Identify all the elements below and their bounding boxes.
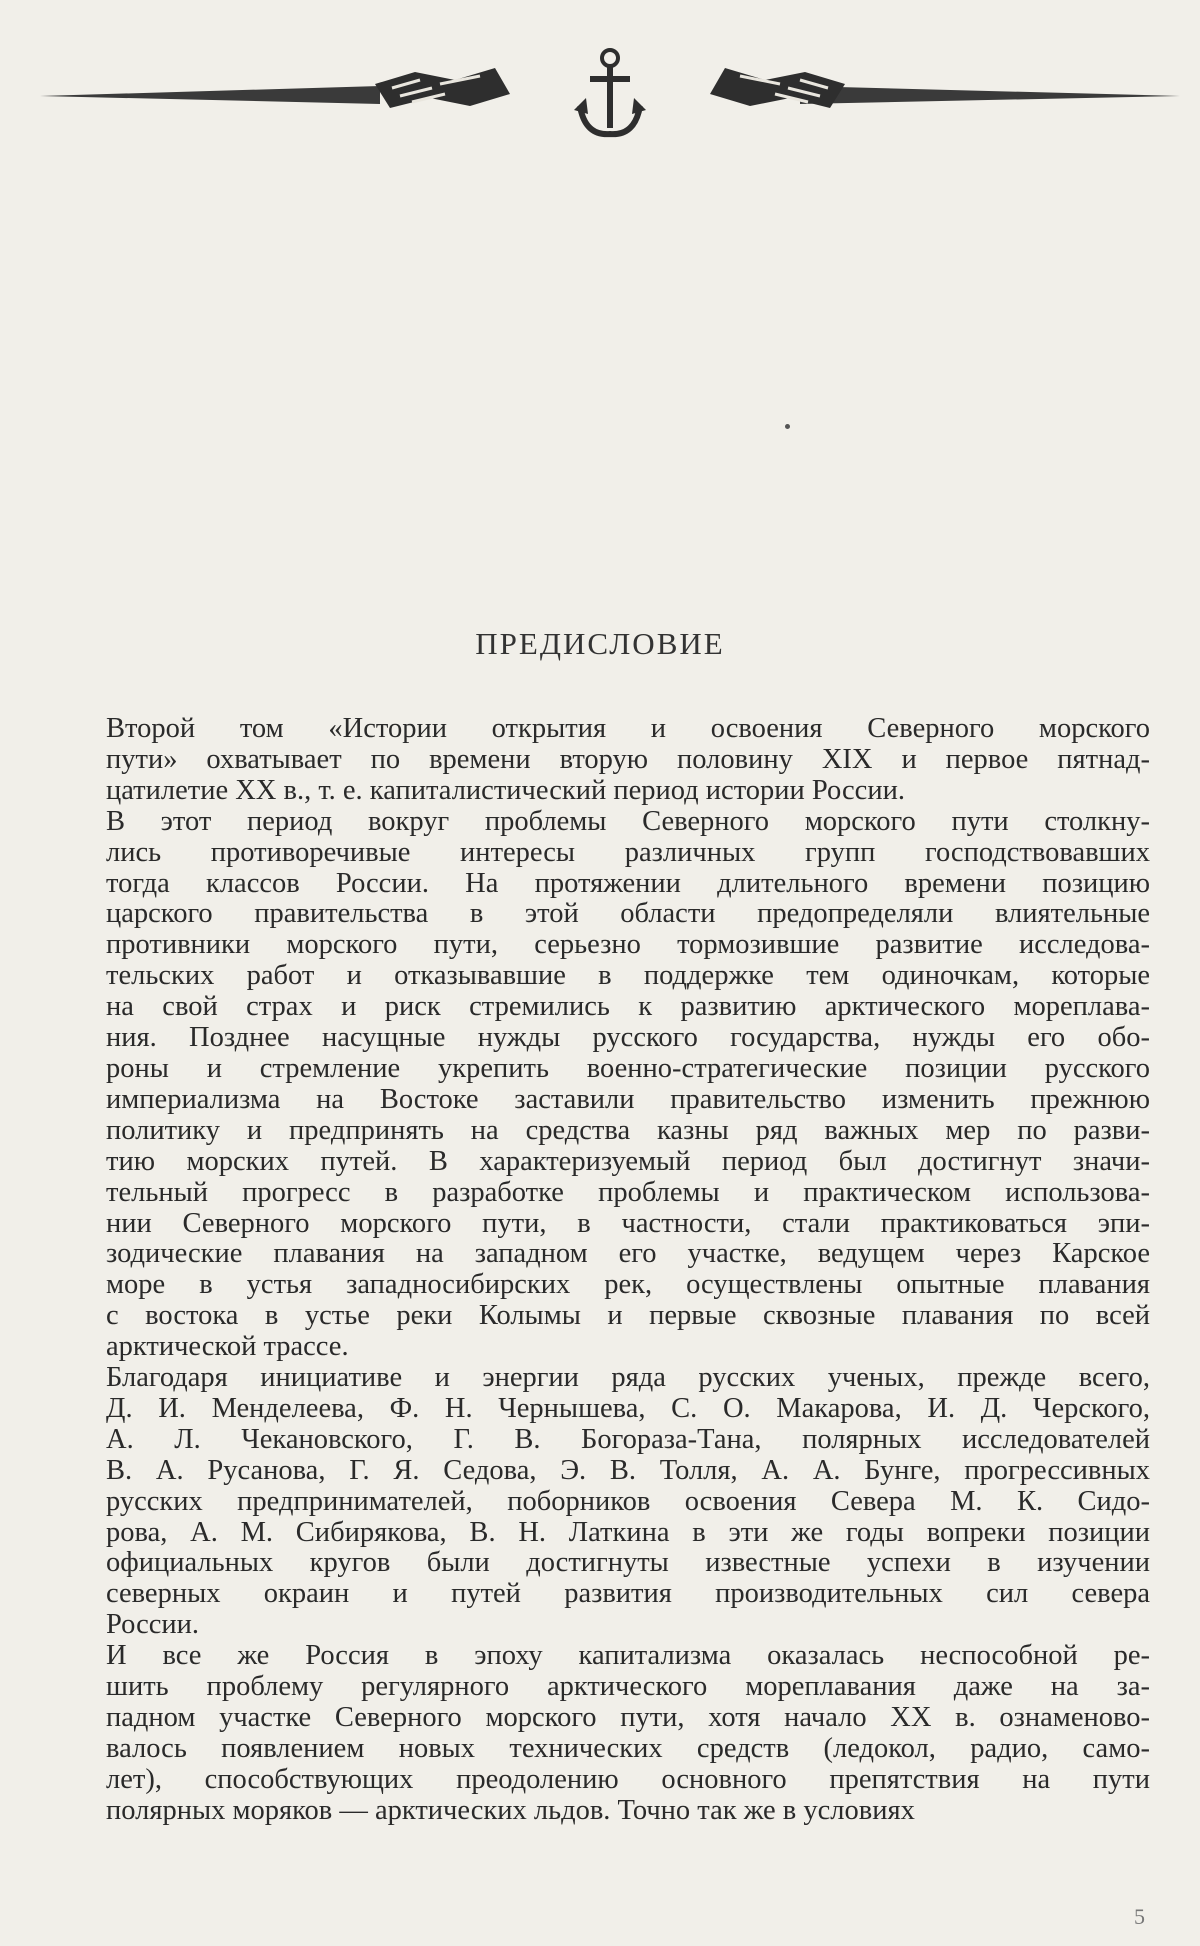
text-line: В. А. Русанова, Г. Я. Седова, Э. В. Толля, А. А. Бунге, прогрессивных <box>106 1454 1150 1486</box>
text-line: лет), способствующих преодолению основного препятствия на пути <box>106 1763 1150 1795</box>
body-text <box>106 714 1150 1827</box>
text-line: В этот период вокруг проблемы Северного морского пути столкну- <box>106 805 1150 837</box>
text-line: официальных кругов были достигнуты известные успехи в изучении <box>106 1547 1150 1579</box>
text-line: арктической трассе. <box>106 1331 349 1363</box>
text-line: политику и предпринять на средства казны ряд важных мер по разви- <box>106 1114 1150 1146</box>
text-line: с востока в устье реки Колымы и первые сквозные плавания по всей <box>106 1300 1150 1332</box>
text-line: империализма на Востоке заставили правительство изменить прежнюю <box>106 1083 1150 1115</box>
text-line: России. <box>106 1609 200 1641</box>
text-line: Д. И. Менделеева, Ф. Н. Чернышева, С. О. Макарова, И. Д. Черского, <box>106 1392 1150 1424</box>
text-line: А. Л. Чекановского, Г. В. Богораза-Тана, полярных исследователей <box>106 1423 1150 1455</box>
text-line: тельских работ и отказывавшие в поддержке тем одиночкам, которые <box>106 960 1150 992</box>
text-line: море в устья западносибирских рек, осуществлены опытные плавания <box>106 1269 1150 1301</box>
text-line: тельный прогресс в разработке проблемы и практическом использова- <box>106 1176 1150 1208</box>
text-line: роны и стремление укрепить военно-стратегические позиции русского <box>106 1052 1150 1084</box>
text-line: противники морского пути, серьезно тормозившие развитие исследова- <box>106 929 1150 961</box>
paragraph <box>106 807 1150 1363</box>
text-line: падном участке Северного морского пути, хотя начало XX в. ознаменово- <box>106 1702 1150 1733</box>
text-line: валось появлением новых технических средств (ледокол, радио, само- <box>106 1732 1150 1764</box>
text-line: полярных моряков — арктических льдов. Точно так же в условиях <box>106 1794 915 1826</box>
text-line: на свой страх и риск стремились к развитию арктического мореплава- <box>106 991 1150 1023</box>
anchor-ribbon-ornament-icon <box>40 44 1180 144</box>
text-line: рова, А. М. Сибирякова, В. Н. Латкина в эти же годы вопреки позиции <box>106 1516 1150 1548</box>
text-line: нии Северного морского пути, в частности, стали практиковаться эпи- <box>106 1207 1150 1239</box>
text-line: тию морских путей. В характеризуемый период был достигнут значи- <box>106 1145 1150 1177</box>
text-line: северных окраин и путей развития производительных сил севера <box>106 1578 1150 1610</box>
text-line: Благодаря инициативе и энергии ряда русских ученых, прежде всего, <box>106 1362 1150 1394</box>
text-line: царского правительства в этой области предопределяли влиятельные <box>106 898 1150 930</box>
paragraph <box>106 1363 1150 1641</box>
paragraph <box>106 1641 1150 1826</box>
text-line: шить проблему регулярного арктического мореплавания даже на за- <box>106 1671 1150 1703</box>
stray-dot-mark <box>785 424 790 429</box>
paragraph <box>106 714 1150 807</box>
text-line: зодические плавания на западном его участке, ведущем через Карское <box>106 1238 1150 1270</box>
text-line: ния. Позднее насущные нужды русского государства, нужды его обо- <box>106 1022 1150 1054</box>
text-line: цатилетие XX в., т. е. капиталистический период истории России. <box>106 774 905 806</box>
page-number: 5 <box>1134 1904 1145 1929</box>
text-line: И все же Россия в эпоху капитализма оказалась неспособной ре- <box>106 1640 1150 1672</box>
text-line: тогда классов России. На протяжении длительного времени позицию <box>106 867 1150 899</box>
text-line: пути» охватывает по времени вторую половину XIX и первое пятнад- <box>106 743 1150 775</box>
text-line: Второй том «Истории открытия и освоения Северного морского <box>106 713 1150 744</box>
text-line: русских предпринимателей, поборников освоения Севера М. К. Сидо- <box>106 1485 1150 1517</box>
page-title: ПРЕДИСЛОВИЕ <box>475 626 725 661</box>
text-line: лись противоречивые интересы различных групп господствовавших <box>106 836 1150 868</box>
